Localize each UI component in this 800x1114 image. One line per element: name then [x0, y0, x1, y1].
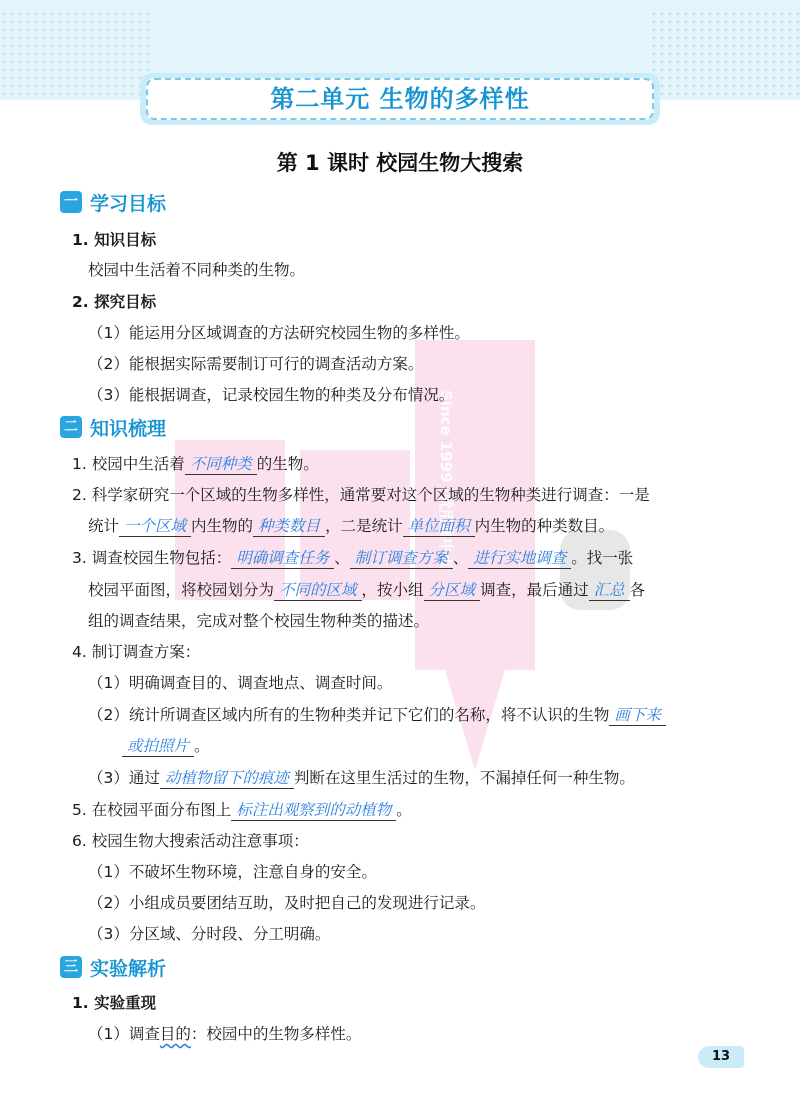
unit-title: 第二单元 生物的多样性 — [270, 85, 530, 113]
text: 的生物。 — [256, 455, 319, 473]
knowledge-item-4-1: （1）明确调查目的、调查地点、调查时间。 — [88, 674, 393, 692]
text: 、 — [334, 549, 350, 567]
text: ，二是统计 — [325, 517, 403, 535]
watermark-text: Since 1999 ·就用典中点 — [437, 390, 455, 569]
text: 。 — [194, 737, 210, 755]
text: 1. 校园中生活着 — [72, 455, 185, 473]
text: 各 — [629, 581, 646, 599]
inquiry-goal-3: （3）能根据调查，记录校园生物的种类及分布情况。 — [88, 386, 455, 404]
inquiry-goal-1: （1）能运用分区域调查的方法研究校园生物的多样性。 — [88, 324, 470, 342]
text: 内生物的种类数目。 — [474, 517, 615, 535]
inquiry-goal-2: （2）能根据实际需要制订可行的调查活动方案。 — [88, 355, 424, 373]
knowledge-goal-heading: 1. 知识目标 — [72, 231, 157, 249]
text: 。找一张 — [571, 549, 634, 567]
knowledge-item-4-2-line2 — [122, 734, 210, 758]
text: （3）通过 — [88, 769, 160, 787]
knowledge-item-2-line1: 2. 科学家研究一个区域的生物多样性，通常要对这个区域的生物种类进行调查：一是 — [72, 486, 650, 504]
text: 调查，最后通过 — [480, 581, 589, 599]
answer-blank: 分区域 — [424, 580, 481, 601]
text: 、 — [452, 549, 469, 567]
lesson-title: 第 1 课时 校园生物大搜索 — [276, 151, 524, 175]
knowledge-item-1 — [72, 452, 319, 476]
section-badge: 二 — [60, 416, 82, 438]
knowledge-item-4-2-line1 — [88, 703, 666, 727]
section-badge: 三 — [60, 956, 82, 978]
experiment-line-1 — [88, 1022, 361, 1046]
text: 判断在这里生活过的生物，不漏掉任何一种生物。 — [293, 769, 635, 787]
knowledge-item-3-line1 — [72, 546, 633, 570]
knowledge-item-3-line2 — [88, 578, 645, 602]
knowledge-goal-text: 校园中生活着不同种类的生物。 — [88, 261, 306, 279]
answer-blank: 动植物留下的痕迹 — [160, 768, 294, 789]
text: ，按小组 — [361, 581, 424, 599]
experiment-heading: 1. 实验重现 — [72, 994, 157, 1012]
knowledge-item-4: 4. 制订调查方案： — [72, 643, 201, 661]
knowledge-item-2-line2 — [88, 514, 614, 538]
knowledge-item-5 — [72, 798, 412, 822]
knowledge-item-6-1: （1）不破坏生物环境，注意自身的安全。 — [88, 863, 377, 881]
dot-pattern-left — [0, 10, 150, 100]
knowledge-item-6: 6. 校园生物大搜索活动注意事项： — [72, 832, 309, 850]
inquiry-goal-heading: 2. 探究目标 — [72, 293, 157, 311]
answer-blank: 单位面积 — [403, 516, 475, 537]
answer-blank: 标注出观察到的动植物 — [231, 800, 396, 821]
text: （1）调查 — [88, 1025, 160, 1043]
answer-blank: 不同的区域 — [274, 580, 362, 601]
text: 5. 在校园平面分布图上 — [72, 801, 232, 819]
answer-blank: 制订调查方案 — [350, 548, 453, 569]
section-title: 知识梳理 — [90, 418, 167, 440]
answer-blank: 汇总 — [589, 580, 630, 601]
page-number: 13 — [698, 1046, 744, 1068]
text: 统计 — [88, 517, 120, 535]
answer-blank: 或拍照片 — [122, 736, 194, 757]
answer-blank: 画下来 — [609, 705, 666, 726]
section-badge: 一 — [60, 191, 82, 213]
answer-blank: 明确调查任务 — [231, 548, 334, 569]
knowledge-item-4-3 — [88, 766, 635, 790]
knowledge-item-3-line3: 组的调查结果，完成对整个校园生物种类的描述。 — [88, 612, 430, 630]
text: （2）统计所调查区域内所有的生物种类并记下它们的名称，将不认识的生物 — [88, 706, 610, 724]
text: 校园平面图，将校园划分为 — [88, 581, 275, 599]
text: 内生物的 — [191, 517, 254, 535]
text: 。 — [396, 801, 412, 819]
text: ：校园中的生物多样性。 — [190, 1025, 362, 1043]
wavy-underlined-text: 目的 — [159, 1025, 191, 1043]
answer-blank: 一个区域 — [119, 516, 191, 537]
answer-blank: 进行实地调查 — [468, 548, 571, 569]
answer-blank: 不同种类 — [185, 454, 257, 475]
knowledge-item-6-2: （2）小组成员要团结互助，及时把自己的发现进行记录。 — [88, 894, 486, 912]
section-title: 学习目标 — [90, 193, 167, 215]
section-title: 实验解析 — [90, 958, 167, 980]
knowledge-item-6-3: （3）分区域、分时段、分工明确。 — [88, 925, 331, 943]
answer-blank: 种类数目 — [253, 516, 325, 537]
dot-pattern-right — [650, 10, 800, 100]
text: 3. 调查校园生物包括： — [72, 549, 232, 567]
